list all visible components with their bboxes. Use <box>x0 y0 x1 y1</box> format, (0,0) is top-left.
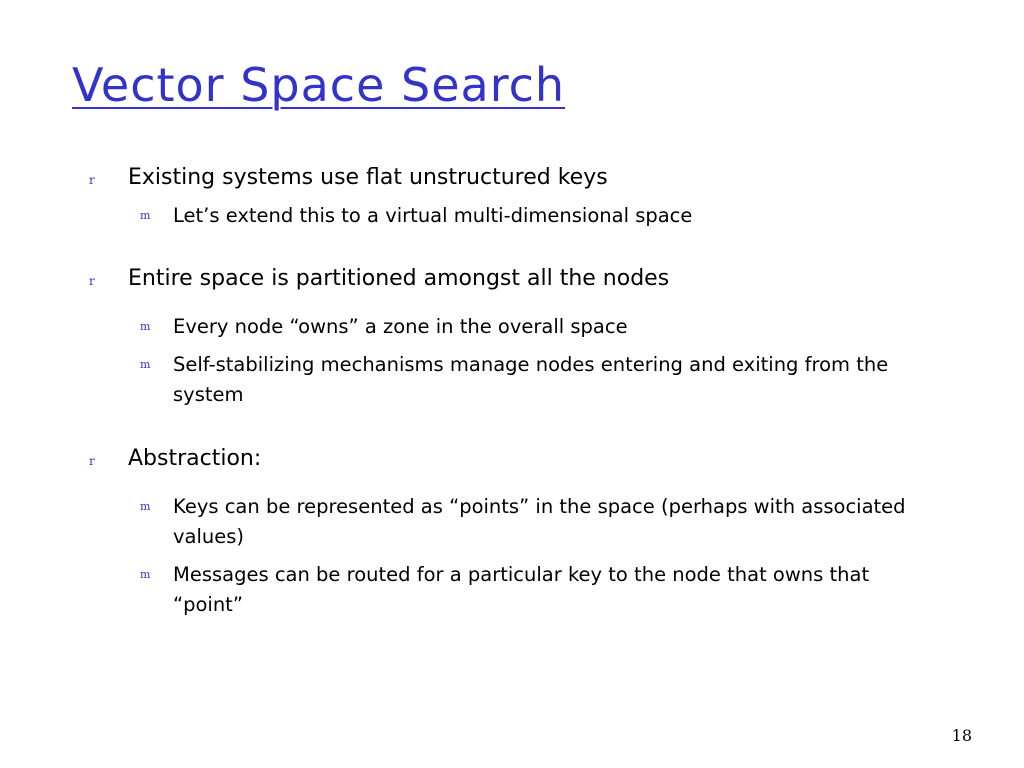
sub-bullet-marker-icon: m <box>140 320 151 333</box>
bullet-1-sub-1 <box>0 201 1024 233</box>
bullet-marker-icon: r <box>89 274 95 288</box>
bullet-3-sub-2 <box>0 560 1024 622</box>
bullet-3-sub-2-text: Messages can be routed for a particular key to the node that owns that “point” <box>173 563 870 616</box>
sub-bullet-marker-icon: m <box>140 500 151 513</box>
sub-bullet-marker-icon: m <box>140 209 151 222</box>
bullet-1-sub-1-text: Let’s extend this to a virtual multi-dimensional space <box>173 204 693 227</box>
bullet-3-sub-1-text: Keys can be represented as “points” in the space (perhaps with associated values) <box>173 495 906 548</box>
bullet-3-sub-1 <box>0 492 1024 554</box>
sub-bullet-marker-icon: m <box>140 358 151 371</box>
bullet-2-sub-1 <box>0 312 1024 344</box>
bullet-1-text: Existing systems use flat unstructured keys <box>128 165 608 190</box>
bullet-3 <box>0 444 1024 476</box>
bullet-marker-icon: r <box>89 454 95 468</box>
sub-bullet-marker-icon: m <box>140 568 151 581</box>
bullet-2-text: Entire space is partitioned amongst all the nodes <box>128 266 670 291</box>
page-number: 18 <box>951 726 972 745</box>
bullet-marker-icon: r <box>89 173 95 187</box>
bullet-1 <box>0 163 1024 195</box>
slide-title: Vector Space Search <box>72 58 566 112</box>
bullet-3-text: Abstraction: <box>128 446 262 471</box>
bullet-2-sub-2 <box>0 350 1024 412</box>
bullet-2-sub-2-text: Self-stabilizing mechanisms manage nodes entering and exiting from the system <box>173 353 889 406</box>
bullet-2-sub-1-text: Every node “owns” a zone in the overall space <box>173 315 628 338</box>
bullet-2 <box>0 264 1024 296</box>
